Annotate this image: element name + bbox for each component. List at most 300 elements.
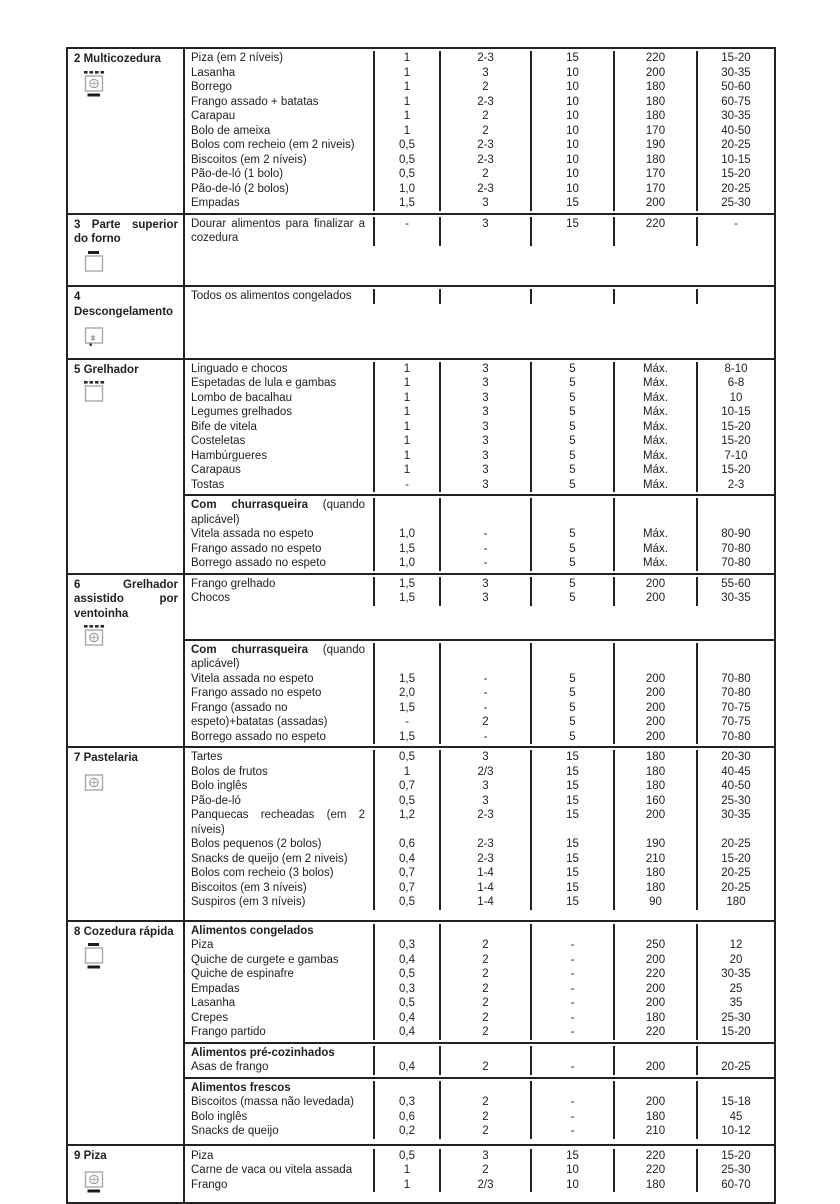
weight-cell: 1,5 (373, 591, 439, 606)
level-cell (439, 1046, 530, 1061)
temperature-cell: 250 (613, 938, 696, 953)
program-icon-wrap (82, 71, 178, 104)
food-cell: Dourar alimentos para finalizar a cozedura (191, 217, 365, 244)
time-cell: 25 (696, 982, 774, 997)
section-block (185, 1146, 774, 1199)
section-content (185, 748, 774, 920)
weight-cell (373, 1081, 439, 1096)
section-block (185, 748, 774, 920)
temperature-cell: 170 (613, 124, 696, 139)
table-row (185, 1178, 774, 1193)
level-cell: 2/3 (439, 765, 530, 780)
level-cell: 2 (439, 80, 530, 95)
time-cell: 7-10 (696, 449, 774, 464)
section-block (185, 922, 774, 1042)
time-cell: 15-20 (696, 852, 774, 867)
time-cell: 25-30 (696, 794, 774, 809)
time-cell: 10 (696, 391, 774, 406)
level-cell: 2 (439, 996, 530, 1011)
preheat-cell: 5 (530, 405, 613, 420)
level-cell: 2 (439, 982, 530, 997)
time-cell: 12 (696, 938, 774, 953)
table-row (185, 730, 774, 745)
preheat-cell: 5 (530, 449, 613, 464)
temperature-cell (613, 289, 696, 304)
time-cell: 20-25 (696, 182, 774, 197)
weight-cell: 1,5 (373, 196, 439, 211)
time-cell: 30-35 (696, 967, 774, 982)
table-row (185, 852, 774, 867)
level-cell: 2 (439, 109, 530, 124)
preheat-cell (530, 1046, 613, 1061)
food-cell: Costeletas (191, 435, 246, 447)
program-icon-wrap (82, 1167, 178, 1200)
time-cell: 70-80 (696, 686, 774, 701)
program-icon-wrap (82, 625, 178, 658)
table-row (185, 153, 774, 168)
weight-cell: - (373, 217, 439, 246)
table-row (185, 794, 774, 809)
weight-cell: 0,3 (373, 938, 439, 953)
level-cell: 3 (439, 405, 530, 420)
level-cell: - (439, 527, 530, 542)
level-cell: 2/3 (439, 1178, 530, 1193)
food-cell: Frango partido (191, 1026, 266, 1038)
food-cell: Piza (em 2 níveis) (191, 52, 284, 64)
block-header-cell (185, 1081, 373, 1096)
time-cell: 15-20 (696, 1149, 774, 1164)
section-block (185, 1077, 774, 1144)
program-section (68, 920, 774, 1144)
table-row (185, 1095, 774, 1110)
table-row (185, 109, 774, 124)
preheat-cell (530, 1081, 613, 1096)
food-cell: Borrego assado no espeto (191, 730, 326, 743)
table-row (185, 967, 774, 982)
weight-cell: 0,2 (373, 1124, 439, 1139)
program-cell (68, 287, 185, 358)
program-title: 4 Descongelamento (74, 291, 174, 318)
food-cell: Carapau (191, 110, 236, 122)
fan-assisted-grill-oven-icon (82, 625, 108, 653)
level-cell: 2 (439, 938, 530, 953)
level-cell: 1-4 (439, 895, 530, 910)
preheat-cell: 15 (530, 881, 613, 896)
section-block (185, 287, 774, 335)
preheat-cell: 15 (530, 217, 613, 246)
time-cell: 10-15 (696, 405, 774, 420)
food-cell: Frango (191, 1178, 228, 1191)
program-cell (68, 49, 185, 213)
level-cell: 1-4 (439, 881, 530, 896)
table-row (185, 463, 774, 478)
temperature-cell: 180 (613, 779, 696, 794)
preheat-cell: - (530, 1025, 613, 1040)
weight-cell: 0,5 (373, 967, 439, 982)
weight-cell (373, 289, 439, 304)
temperature-cell: 200 (613, 730, 696, 745)
level-cell: 2 (439, 1011, 530, 1026)
time-cell: 10-15 (696, 153, 774, 168)
preheat-cell: 10 (530, 182, 613, 197)
table-row (185, 391, 774, 406)
weight-cell: 0,5 (373, 895, 439, 910)
time-cell: 25-30 (696, 1011, 774, 1026)
temperature-cell: Máx. (613, 527, 696, 542)
level-cell: - (439, 672, 530, 687)
table-row (185, 953, 774, 968)
food-cell: Lasanha (191, 997, 236, 1009)
time-cell: 30-35 (696, 66, 774, 81)
table-row (185, 577, 774, 592)
grill-oven-icon (82, 381, 108, 409)
weight-cell: 1,0 (373, 527, 439, 542)
temperature-cell: 180 (613, 866, 696, 881)
table-row (185, 1149, 774, 1164)
level-cell: 2-3 (439, 153, 530, 168)
weight-cell: 0,4 (373, 1025, 439, 1040)
program-title: 8 Cozedura rápida (74, 925, 174, 938)
weight-cell: 0,5 (373, 138, 439, 153)
level-cell: 1-4 (439, 866, 530, 881)
weight-cell: 0,7 (373, 866, 439, 881)
program-title: 7 Pastelaria (74, 752, 138, 764)
time-cell: 70-75 (696, 715, 774, 730)
weight-cell: 0,5 (373, 750, 439, 765)
food-cell: Quiche de espinafre (191, 968, 294, 980)
preheat-cell: 10 (530, 66, 613, 81)
level-cell: 3 (439, 577, 530, 592)
weight-cell: 1 (373, 80, 439, 95)
temperature-cell (613, 643, 696, 672)
preheat-cell: 5 (530, 542, 613, 557)
level-cell: 2 (439, 1025, 530, 1040)
program-title: 5 Grelhador (74, 363, 139, 376)
table-row (185, 715, 774, 730)
time-cell (696, 1046, 774, 1061)
program-title: 3 Parte superior do forno (74, 218, 178, 245)
level-cell (439, 924, 530, 939)
preheat-cell: 10 (530, 1163, 613, 1178)
weight-cell: 1 (373, 124, 439, 139)
preheat-cell: - (530, 1060, 613, 1075)
preheat-cell: 5 (530, 701, 613, 716)
temperature-cell: 200 (613, 66, 696, 81)
weight-cell: 1,0 (373, 556, 439, 571)
food-cell: Frango (assado no (191, 701, 288, 714)
temperature-cell: 210 (613, 1124, 696, 1139)
time-cell: 25-30 (696, 196, 774, 211)
weight-cell: - (373, 715, 439, 730)
weight-cell: 1 (373, 449, 439, 464)
preheat-cell: - (530, 1110, 613, 1125)
block-header-bold-text: Alimentos frescos (191, 1081, 291, 1094)
preheat-cell: 5 (530, 527, 613, 542)
program-section (68, 213, 774, 286)
preheat-cell: 5 (530, 591, 613, 606)
time-cell: 35 (696, 996, 774, 1011)
temperature-cell: 90 (613, 895, 696, 910)
preheat-cell: 5 (530, 672, 613, 687)
food-cell: Biscoitos (em 2 níveis) (191, 153, 307, 166)
block-header-cell (185, 643, 373, 672)
preheat-cell: - (530, 1124, 613, 1139)
food-cell: Todos os alimentos congelados (191, 290, 352, 302)
level-cell: - (439, 542, 530, 557)
level-cell: 3 (439, 217, 530, 246)
table-row (185, 837, 774, 852)
level-cell: 2-3 (439, 182, 530, 197)
time-cell: 30-35 (696, 808, 774, 837)
temperature-cell: 200 (613, 996, 696, 1011)
table-row (185, 478, 774, 493)
food-cell: Piza (191, 939, 214, 951)
preheat-cell: - (530, 967, 613, 982)
preheat-cell (530, 498, 613, 527)
food-cell: Vitela assada no espeto (191, 672, 314, 685)
program-cell (68, 360, 185, 573)
level-cell: 2 (439, 1124, 530, 1139)
weight-cell: 1,2 (373, 808, 439, 837)
preheat-cell: 15 (530, 765, 613, 780)
preheat-cell: 10 (530, 1178, 613, 1193)
temperature-cell: 180 (613, 1011, 696, 1026)
table-row (185, 362, 774, 377)
preheat-cell: - (530, 953, 613, 968)
weight-cell: 1,5 (373, 542, 439, 557)
weight-cell: 0,4 (373, 1011, 439, 1026)
block-header-row (185, 643, 774, 672)
table-row (185, 289, 774, 304)
weight-cell: 1,5 (373, 730, 439, 745)
table-row (185, 1011, 774, 1026)
time-cell: 30-35 (696, 591, 774, 606)
table-row (185, 1110, 774, 1125)
time-cell: 70-80 (696, 730, 774, 745)
table-row (185, 449, 774, 464)
food-cell: Asas de frango (191, 1061, 269, 1073)
program-title: 2 Multicozedura (74, 53, 161, 65)
preheat-cell: 10 (530, 95, 613, 110)
block-header-row (185, 1046, 774, 1061)
table-row (185, 701, 774, 716)
block-header-rest-text: (quando aplicável) (191, 499, 366, 526)
level-cell: 3 (439, 196, 530, 211)
program-section (68, 746, 774, 920)
oven-cooking-programs-table (66, 47, 776, 1204)
temperature-cell: Máx. (613, 376, 696, 391)
temperature-cell: 190 (613, 138, 696, 153)
time-cell: 20-30 (696, 750, 774, 765)
food-cell: Piza (191, 1149, 214, 1162)
table-row (185, 686, 774, 701)
time-cell: 25-30 (696, 1163, 774, 1178)
level-cell: 2-3 (439, 837, 530, 852)
preheat-cell: - (530, 982, 613, 997)
time-cell: 15-20 (696, 167, 774, 182)
section-block (185, 49, 774, 213)
weight-cell: 1 (373, 420, 439, 435)
temperature-cell: 220 (613, 967, 696, 982)
time-cell: 20-25 (696, 1060, 774, 1075)
time-cell (696, 1081, 774, 1096)
food-cell: Empadas (191, 197, 240, 209)
food-cell: Suspiros (em 3 níveis) (191, 896, 306, 908)
weight-cell (373, 924, 439, 939)
program-cell (68, 748, 185, 920)
level-cell: 3 (439, 434, 530, 449)
level-cell: 3 (439, 362, 530, 377)
weight-cell: 1 (373, 765, 439, 780)
food-cell: espeto)+batatas (assadas) (191, 716, 328, 728)
temperature-cell: 170 (613, 182, 696, 197)
food-cell: Frango assado + batatas (191, 95, 319, 108)
weight-cell: 1,5 (373, 701, 439, 716)
program-icon-wrap (82, 770, 178, 803)
level-cell: 3 (439, 1149, 530, 1164)
preheat-cell: 15 (530, 808, 613, 837)
level-cell: 3 (439, 420, 530, 435)
weight-cell: 0,7 (373, 779, 439, 794)
weight-cell: 1 (373, 405, 439, 420)
table-row (185, 765, 774, 780)
food-cell: Borrego assado no espeto (191, 557, 326, 569)
weight-cell: 1 (373, 109, 439, 124)
weight-cell: 1 (373, 376, 439, 391)
food-cell: Pão-de-ló (191, 794, 241, 807)
food-cell: Bolos com recheio (3 bolos) (191, 867, 334, 879)
weight-cell: 0,5 (373, 153, 439, 168)
section-content (185, 1146, 774, 1202)
section-content (185, 360, 774, 573)
block-header-row (185, 1081, 774, 1096)
preheat-cell: 5 (530, 478, 613, 493)
preheat-cell: 5 (530, 376, 613, 391)
time-cell: 20-25 (696, 866, 774, 881)
time-cell: 20-25 (696, 881, 774, 896)
temperature-cell (613, 924, 696, 939)
food-cell: Lombo de bacalhau (191, 391, 293, 404)
program-icon-wrap (82, 323, 178, 356)
preheat-cell: 15 (530, 1149, 613, 1164)
preheat-cell: 10 (530, 167, 613, 182)
program-cell (68, 1146, 185, 1202)
table-row (185, 542, 774, 557)
defrost-oven-icon (82, 323, 108, 351)
food-cell: Snacks de queijo (191, 1125, 279, 1137)
food-cell: Quiche de curgete e gambas (191, 953, 339, 966)
block-header-row (185, 498, 774, 527)
time-cell: 70-80 (696, 556, 774, 571)
food-cell: Bife de vitela (191, 420, 257, 433)
time-cell: 40-50 (696, 779, 774, 794)
weight-cell: 0,5 (373, 794, 439, 809)
preheat-cell: 15 (530, 794, 613, 809)
weight-cell: 1,0 (373, 182, 439, 197)
temperature-cell: 210 (613, 852, 696, 867)
preheat-cell: 10 (530, 138, 613, 153)
temperature-cell: 200 (613, 577, 696, 592)
table-row (185, 376, 774, 391)
table-row (185, 66, 774, 81)
food-cell: Linguado e chocos (191, 362, 288, 375)
block-header-bold-text: Alimentos congelados (191, 924, 314, 937)
preheat-cell: - (530, 1011, 613, 1026)
section-content (185, 922, 774, 1144)
temperature-cell: 200 (613, 953, 696, 968)
food-cell: Bolo inglês (191, 780, 248, 792)
program-section (68, 573, 774, 747)
time-cell: 70-80 (696, 542, 774, 557)
table-row (185, 895, 774, 910)
level-cell: 2 (439, 124, 530, 139)
preheat-cell: - (530, 938, 613, 953)
temperature-cell: 180 (613, 1110, 696, 1125)
preheat-cell: 5 (530, 434, 613, 449)
weight-cell: 0,6 (373, 837, 439, 852)
temperature-cell (613, 1081, 696, 1096)
weight-cell: 1 (373, 1178, 439, 1193)
temperature-cell: 200 (613, 686, 696, 701)
preheat-cell: 15 (530, 779, 613, 794)
multicooking-fan-bottom-oven-icon (82, 71, 108, 99)
food-cell: Chocos (191, 592, 230, 604)
preheat-cell: 10 (530, 153, 613, 168)
temperature-cell: 200 (613, 701, 696, 716)
temperature-cell: 200 (613, 715, 696, 730)
table-row (185, 779, 774, 794)
time-cell: 20-25 (696, 138, 774, 153)
weight-cell: 1 (373, 51, 439, 66)
piza-fan-bottom-oven-icon (82, 1167, 108, 1195)
level-cell: - (439, 556, 530, 571)
time-cell: 15-20 (696, 1025, 774, 1040)
preheat-cell: 10 (530, 109, 613, 124)
weight-cell: 0,4 (373, 1060, 439, 1075)
table-row (185, 996, 774, 1011)
preheat-cell (530, 643, 613, 672)
weight-cell: 0,5 (373, 996, 439, 1011)
food-cell: Carapaus (191, 464, 241, 476)
time-cell: 70-80 (696, 672, 774, 687)
temperature-cell: Máx. (613, 391, 696, 406)
level-cell: 3 (439, 591, 530, 606)
level-cell: 3 (439, 478, 530, 493)
preheat-cell: 5 (530, 556, 613, 571)
section-content (185, 287, 774, 358)
program-title: 6 Grelhador assistido por ventoinha (74, 578, 178, 620)
level-cell: 3 (439, 391, 530, 406)
temperature-cell (613, 498, 696, 527)
section-content (185, 575, 774, 747)
level-cell: 3 (439, 376, 530, 391)
preheat-cell: 15 (530, 51, 613, 66)
time-cell: 20 (696, 953, 774, 968)
food-cell: Bolos pequenos (2 bolos) (191, 838, 322, 850)
food-cell: Espetadas de lula e gambas (191, 377, 337, 389)
temperature-cell: 220 (613, 1149, 696, 1164)
temperature-cell: 220 (613, 1025, 696, 1040)
level-cell: 2 (439, 1110, 530, 1125)
time-cell: 2-3 (696, 478, 774, 493)
weight-cell: 1 (373, 95, 439, 110)
table-row (185, 124, 774, 139)
table-row (185, 80, 774, 95)
table-row (185, 938, 774, 953)
time-cell: 20-25 (696, 837, 774, 852)
temperature-cell: 180 (613, 153, 696, 168)
temperature-cell: Máx. (613, 362, 696, 377)
